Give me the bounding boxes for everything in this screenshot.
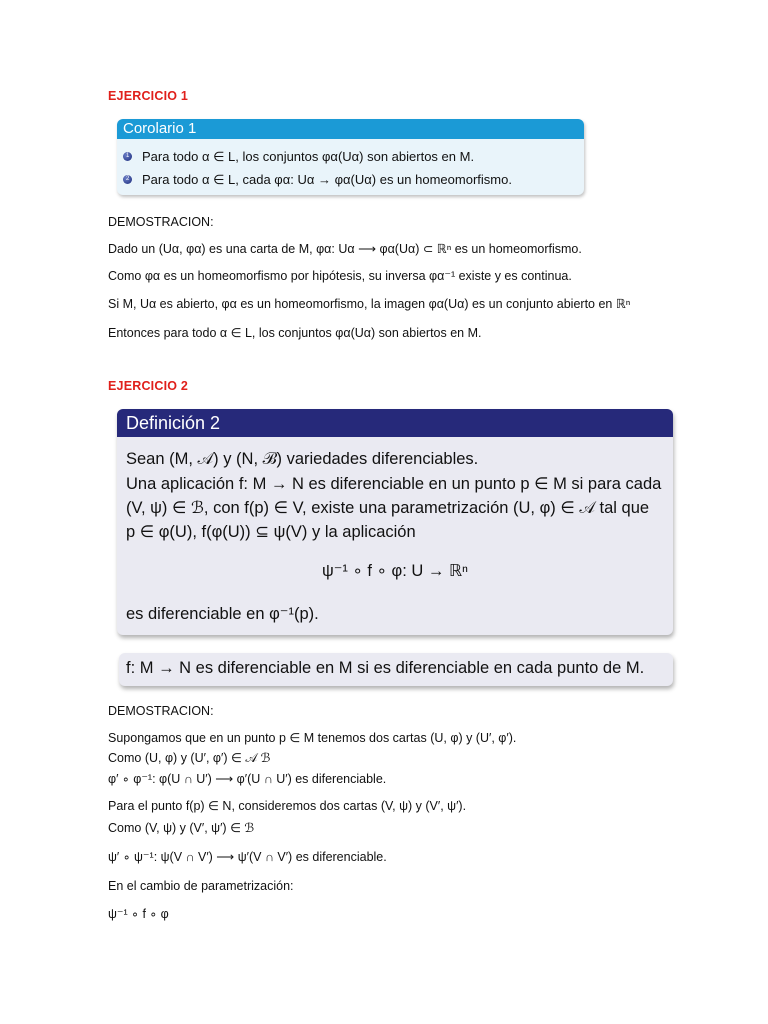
- ex1-demo-label: DEMOSTRACION:: [108, 215, 214, 229]
- ex2-line-1: Supongamos que en un punto p ∈ M tenemos dos cartas (U, φ) y (U′, φ′).: [108, 731, 517, 745]
- definicion-formula: ψ⁻¹ ∘ f ∘ φ: U → ℝⁿ: [321, 562, 469, 580]
- definicion-line-4: p ∈ φ(U), f(φ(U)) ⊆ ψ(V) y la aplicación: [126, 523, 416, 541]
- definicion-line-1: Sean (M, 𝒜) y (N, ℬ) variedades diferenciables.: [126, 450, 479, 468]
- corolario-item-2: [123, 172, 512, 188]
- definicion-line-6: es diferenciable en φ⁻¹(p).: [126, 605, 319, 623]
- bullet-icon: 2: [123, 175, 132, 184]
- ex2-line-7: En el cambio de parametrización:: [108, 879, 294, 893]
- ex2-heading: EJERCICIO 2: [108, 379, 189, 393]
- definicion-box: [117, 409, 673, 635]
- ex2-line-3: φ′ ∘ φ⁻¹: φ(U ∩ U′) ⟶ φ′(U ∩ U′) es diferenciable.: [108, 772, 387, 786]
- ex1-line-1: Dado un (Uα, φα) es una carta de M, φα: Uα ⟶ φα(Uα) ⊂ ℝⁿ es un homeomorfismo.: [108, 242, 582, 256]
- corolario-item-text: Para todo α ∈ L, los conjuntos φα(Uα) son abiertos en M.: [142, 149, 475, 164]
- corolario-item-1: [123, 149, 474, 165]
- ex2-line-5: Como (V, ψ) y (V′, ψ′) ∈ ℬ: [108, 821, 255, 835]
- ex1-line-2: Como φα es un homeomorfismo por hipótesis, su inversa φα⁻¹ existe y es continua.: [108, 269, 572, 283]
- definicion-line-2: Una aplicación f: M → N es diferenciable en un punto p ∈ M si para cada: [126, 475, 662, 493]
- definicion-note: f: M → N es diferenciable en M si es diferenciable en cada punto de M.: [126, 659, 645, 677]
- corolario-box: [117, 119, 584, 195]
- definicion-note-box: [119, 653, 673, 686]
- ex2-line-2: Como (U, φ) y (U′, φ′) ∈ 𝒜 ℬ: [108, 751, 271, 765]
- ex2-line-4: Para el punto f(p) ∈ N, consideremos dos cartas (V, ψ) y (V′, ψ′).: [108, 799, 467, 813]
- ex2-demo-label: DEMOSTRACION:: [108, 704, 214, 718]
- ex2-line-6: ψ′ ∘ ψ⁻¹: ψ(V ∩ V′) ⟶ ψ′(V ∩ V′) es diferenciable.: [108, 850, 387, 864]
- ex1-heading: EJERCICIO 1: [108, 89, 189, 103]
- bullet-icon: 1: [123, 152, 132, 161]
- ex2-line-8: ψ⁻¹ ∘ f ∘ φ: [108, 907, 169, 921]
- corolario-item-text: Para todo α ∈ L, cada φα: Uα → φα(Uα) es un homeomorfismo.: [142, 172, 512, 187]
- definicion-line-3: (V, ψ) ∈ ℬ, con f(p) ∈ V, existe una parametrización (U, φ) ∈ 𝒜 tal que: [126, 499, 650, 517]
- ex1-line-3: Si M, Uα es abierto, φα es un homeomorfismo, la imagen φα(Uα) es un conjunto abierto en ℝⁿ: [108, 297, 631, 311]
- corolario-title: Corolario 1: [117, 119, 584, 139]
- ex1-line-4: Entonces para todo α ∈ L, los conjuntos φα(Uα) son abiertos en M.: [108, 326, 482, 340]
- definicion-title: Definición 2: [117, 409, 673, 437]
